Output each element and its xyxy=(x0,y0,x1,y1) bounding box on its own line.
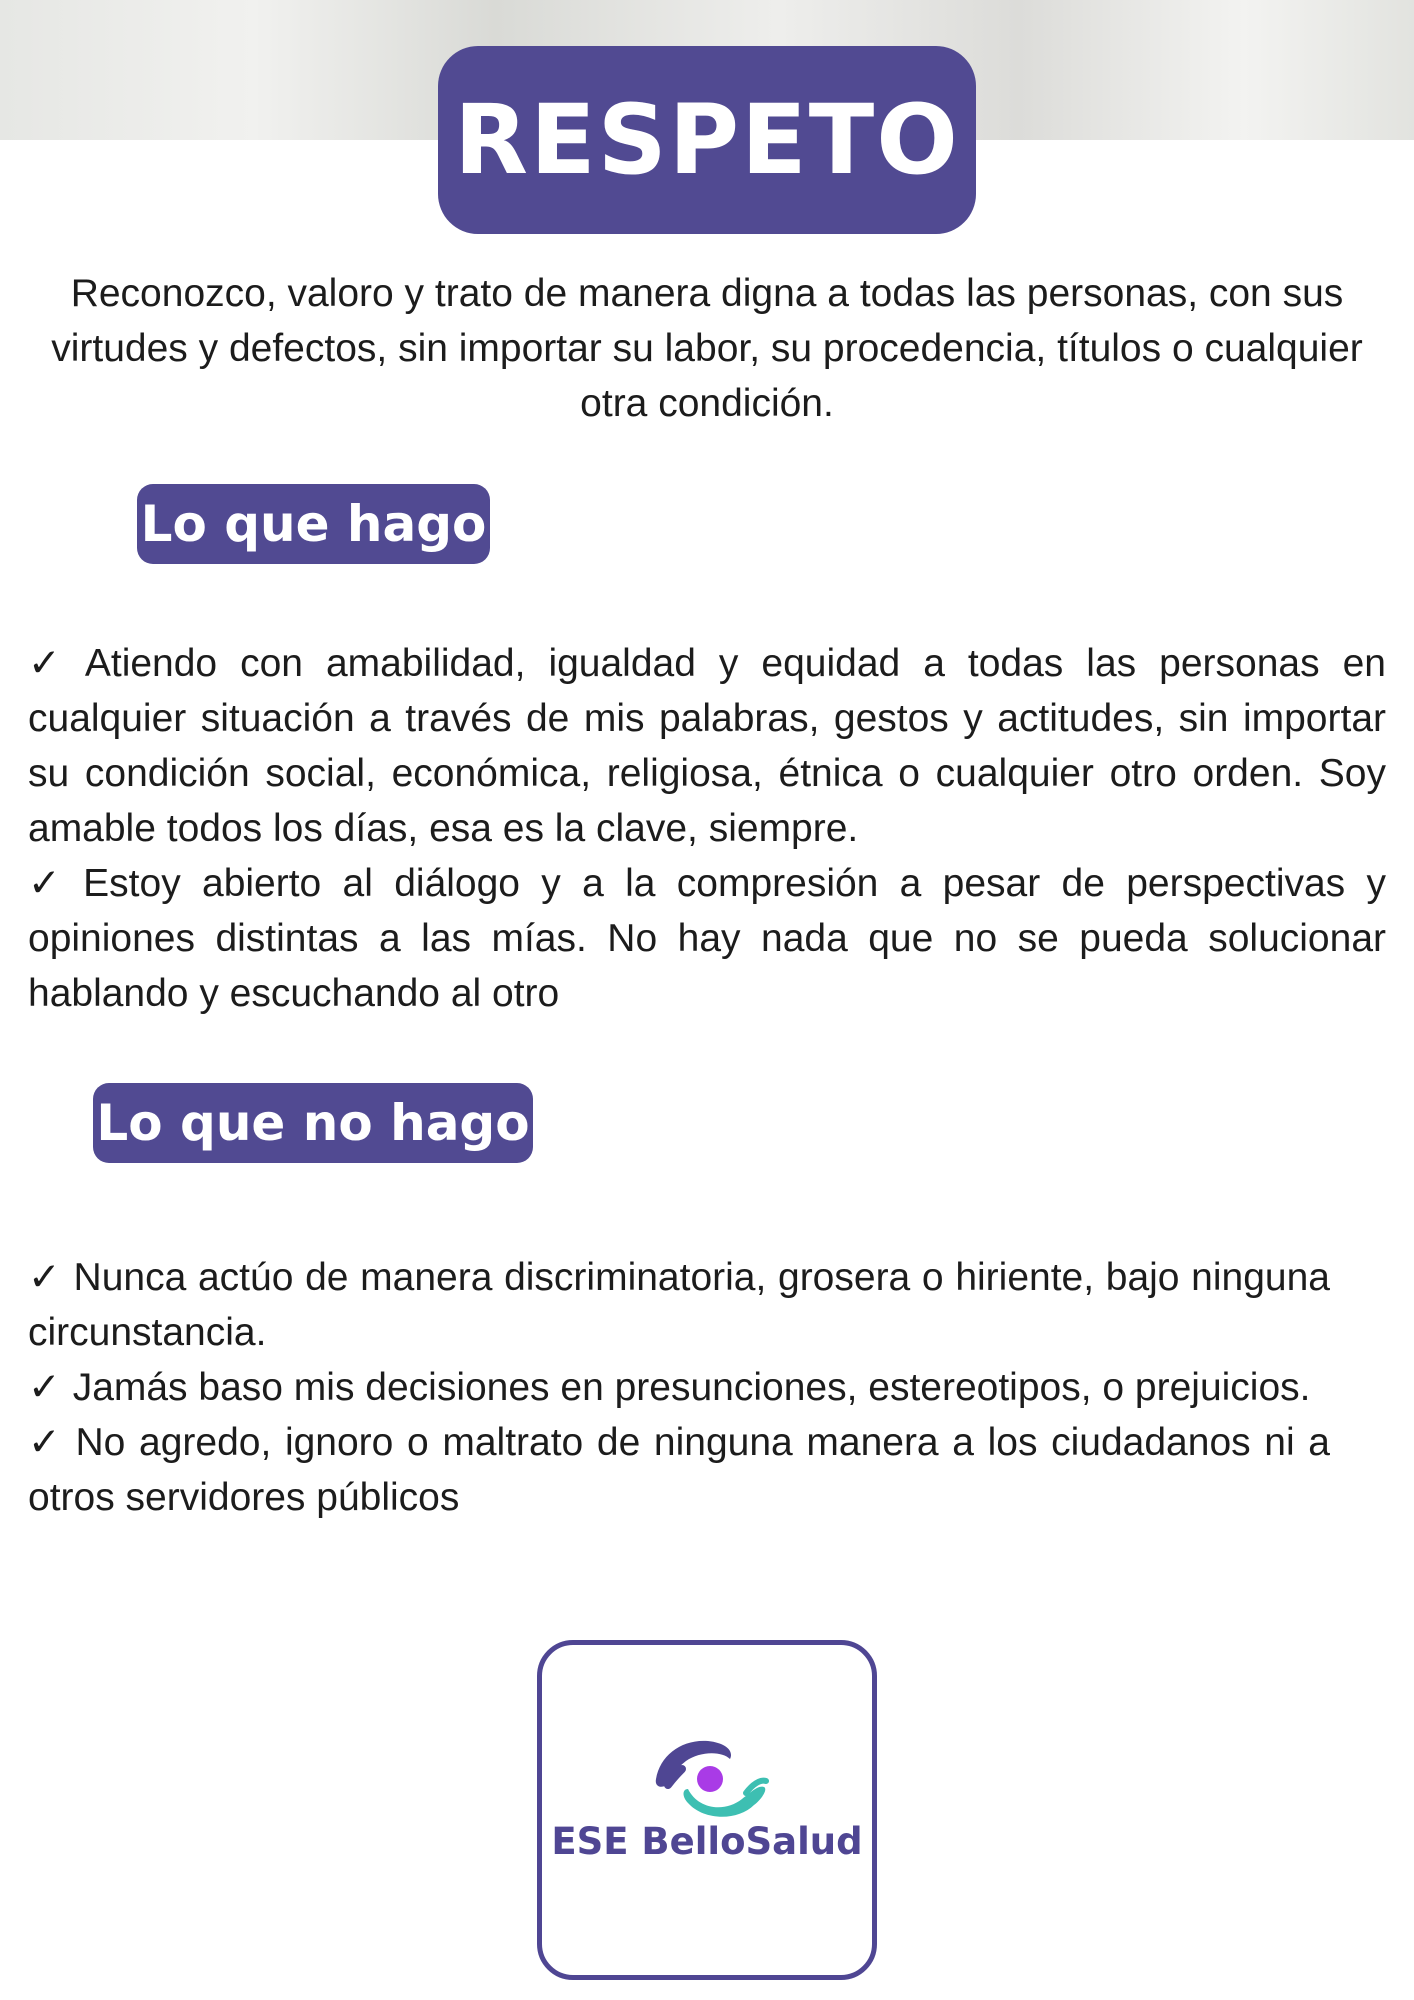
list-item-text: No agredo, ignoro o maltrato de ninguna manera a los ciudadanos ni a otros servidores públicos xyxy=(28,1421,1330,1519)
list-item xyxy=(28,1360,1330,1415)
title-banner xyxy=(438,46,976,234)
list-item xyxy=(28,636,1386,856)
list-item xyxy=(28,1415,1330,1525)
do-list xyxy=(28,636,1386,1021)
checkmark-icon: ✓ xyxy=(28,862,72,905)
section-heading-dont: Lo que no hago xyxy=(96,1094,530,1152)
list-item-text: Nunca actúo de manera discriminatoria, grosera o hiriente, bajo ninguna circunstancia. xyxy=(28,1256,1330,1354)
logo-text: ESE BelloSalud xyxy=(551,1820,863,1863)
checkmark-icon: ✓ xyxy=(28,1256,62,1299)
page-title: RESPETO xyxy=(454,84,960,196)
intro-paragraph: Reconozco, valoro y trato de manera digna a todas las personas, con sus virtudes y defectos, sin importar su labor, su procedencia, títulos o cualquier otra condición. xyxy=(51,272,1363,425)
section-heading-banner-do xyxy=(137,484,490,564)
hands-with-dot-logo-icon xyxy=(650,1729,774,1825)
list-item-text: Estoy abierto al diálogo y a la compresión a pesar de perspectivas y opiniones distintas a las mías. No hay nada que no se pueda solucionar hablando y escuchando al otro xyxy=(28,862,1386,1015)
dont-list xyxy=(28,1250,1330,1525)
section-heading-banner-dont xyxy=(93,1083,533,1163)
list-item-text: Jamás baso mis decisiones en presunciones, estereotipos, o prejuicios. xyxy=(72,1366,1311,1409)
logo-card xyxy=(537,1640,877,1980)
section-heading-do: Lo que hago xyxy=(140,495,487,553)
checkmark-icon: ✓ xyxy=(28,642,73,685)
list-item xyxy=(28,856,1386,1021)
checkmark-icon: ✓ xyxy=(28,1366,61,1409)
checkmark-icon: ✓ xyxy=(28,1421,64,1464)
list-item-text: Atiendo con amabilidad, igualdad y equidad a todas las personas en cualquier situación a través de mis palabras, gestos y actitudes, sin importar su condición social, económica, religiosa, étnica o cualquier otro orden. Soy amable todos los días, esa es la clave, siempre. xyxy=(28,642,1386,850)
list-item xyxy=(28,1250,1330,1360)
